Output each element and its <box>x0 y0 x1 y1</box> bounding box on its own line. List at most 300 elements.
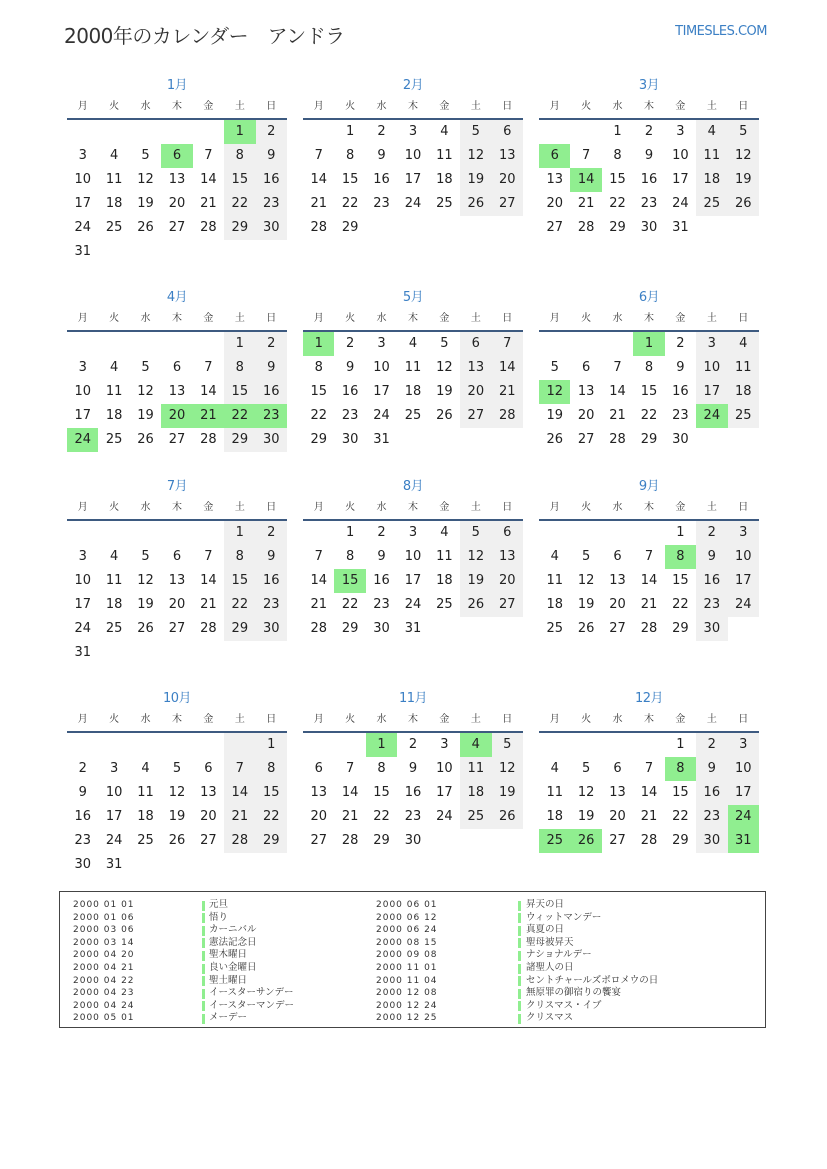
day-cell: 18 <box>546 597 563 612</box>
day-cell: 7 <box>345 761 355 776</box>
day-cell: 13 <box>168 573 186 588</box>
holiday-date: 2000 12 24 <box>376 1000 438 1011</box>
day-cell: 25 <box>460 805 491 829</box>
month-block <box>539 687 759 853</box>
day-cell: 17 <box>728 569 759 593</box>
day-cell: 21 <box>609 408 626 423</box>
day-cell: 27 <box>310 833 327 848</box>
day-cell: 3 <box>78 360 87 375</box>
day-cell: 28 <box>310 220 327 235</box>
month-grid <box>539 308 759 452</box>
day-cell: 15 <box>672 785 689 800</box>
weekday-header: 金 <box>665 96 696 120</box>
day-cell: 8 <box>345 148 355 163</box>
day-cell: 6 <box>314 761 323 776</box>
empty-cell <box>303 521 334 545</box>
weekday-header: 月 <box>67 308 98 332</box>
day-cell: 30 <box>256 428 287 452</box>
empty-cell <box>303 733 334 757</box>
day-cell: 11 <box>460 757 491 781</box>
day-cell: 8 <box>613 148 622 163</box>
weekday-header: 土 <box>224 497 255 521</box>
weekday-header: 木 <box>397 96 428 120</box>
day-cell: 1 <box>676 525 685 540</box>
day-cell: 12 <box>137 384 154 399</box>
day-cell: 10 <box>436 761 453 776</box>
day-cell: 14 <box>310 172 327 187</box>
day-cell: 26 <box>137 621 154 636</box>
day-cell: 15 <box>373 785 390 800</box>
weekday-header: 日 <box>728 96 759 120</box>
holiday-marker <box>518 901 521 911</box>
month-name: 7月 <box>166 479 188 494</box>
holiday-marker <box>202 901 205 911</box>
day-cell: 19 <box>137 196 154 211</box>
holiday-marker <box>202 913 205 923</box>
weekday-header: 木 <box>161 497 192 521</box>
day-cell: 28 <box>640 833 658 848</box>
day-cell: 7 <box>204 549 213 564</box>
month-name: 1月 <box>166 78 188 93</box>
day-cell: 14 <box>640 573 658 588</box>
holiday-date: 2000 11 04 <box>376 975 438 986</box>
day-cell: 20 <box>492 168 523 192</box>
day-cell: 28 <box>609 432 626 447</box>
day-cell: 11 <box>546 573 563 588</box>
day-cell: 7 <box>581 148 591 163</box>
day-cell: 20 <box>168 597 186 612</box>
holiday-date: 2000 06 12 <box>376 912 438 923</box>
day-cell: 10 <box>728 545 759 569</box>
day-cell: 5 <box>440 336 449 351</box>
day-cell: 6 <box>613 549 622 564</box>
holiday-date: 2000 03 14 <box>73 937 135 948</box>
day-cell: 19 <box>168 809 186 824</box>
day-cell: 25 <box>696 192 727 216</box>
holiday-marker <box>518 1014 521 1024</box>
holiday-day-cell: 25 <box>539 829 570 853</box>
day-cell: 24 <box>74 220 91 235</box>
day-cell: 8 <box>224 356 255 380</box>
day-cell: 23 <box>640 196 658 211</box>
month-name: 8月 <box>402 479 424 494</box>
day-cell: 13 <box>546 172 563 187</box>
day-cell: 2 <box>256 332 287 356</box>
day-cell: 22 <box>224 192 255 216</box>
day-cell: 22 <box>373 809 390 824</box>
day-cell: 5 <box>728 120 759 144</box>
day-cell: 27 <box>200 833 217 848</box>
day-cell: 20 <box>577 408 595 423</box>
day-cell: 12 <box>137 573 154 588</box>
weekday-header: 水 <box>130 709 161 733</box>
day-cell: 17 <box>404 172 422 187</box>
day-cell: 25 <box>404 408 422 423</box>
day-cell: 11 <box>546 785 563 800</box>
month-block <box>539 286 759 452</box>
day-cell: 3 <box>78 549 87 564</box>
weekday-header: 土 <box>696 497 727 521</box>
holiday-day-cell: 20 <box>161 404 192 428</box>
day-cell: 26 <box>137 220 154 235</box>
empty-cell <box>193 733 224 757</box>
empty-cell <box>98 733 129 757</box>
day-cell: 18 <box>546 809 563 824</box>
day-cell: 21 <box>640 809 658 824</box>
month-grid <box>67 709 287 877</box>
holiday-day-cell: 1 <box>366 733 397 757</box>
weekday-header: 木 <box>633 709 664 733</box>
day-cell: 2 <box>377 525 386 540</box>
day-cell: 1 <box>224 521 255 545</box>
day-cell: 22 <box>224 593 255 617</box>
empty-cell <box>633 733 664 757</box>
day-cell: 13 <box>577 384 595 399</box>
day-cell: 12 <box>728 144 759 168</box>
weekday-header: 水 <box>602 709 633 733</box>
day-cell: 4 <box>728 332 759 356</box>
empty-cell <box>193 332 224 356</box>
weekday-header: 水 <box>366 96 397 120</box>
holiday-date: 2000 04 20 <box>73 950 135 961</box>
empty-cell <box>130 332 161 356</box>
weekday-header: 月 <box>303 96 334 120</box>
weekday-header: 月 <box>67 709 98 733</box>
weekday-header: 土 <box>696 709 727 733</box>
day-cell: 23 <box>341 408 359 423</box>
holiday-date: 2000 04 22 <box>73 975 135 986</box>
day-cell: 31 <box>74 645 91 660</box>
empty-cell <box>633 521 664 545</box>
day-cell: 16 <box>696 781 727 805</box>
month-block <box>303 74 523 240</box>
day-cell: 28 <box>341 833 359 848</box>
day-cell: 9 <box>676 360 685 375</box>
day-cell: 18 <box>105 196 123 211</box>
month-name: 4月 <box>166 290 188 305</box>
day-cell: 21 <box>640 597 658 612</box>
day-cell: 16 <box>640 172 658 187</box>
day-cell: 20 <box>310 809 327 824</box>
day-cell: 29 <box>672 621 689 636</box>
day-cell: 27 <box>492 593 523 617</box>
day-cell: 24 <box>404 196 422 211</box>
day-cell: 3 <box>440 737 449 752</box>
day-cell: 14 <box>609 384 626 399</box>
day-cell: 16 <box>672 384 689 399</box>
weekday-header: 金 <box>665 497 696 521</box>
weekday-header: 土 <box>460 709 491 733</box>
day-cell: 18 <box>105 408 123 423</box>
holiday-name: 良い金曜日 <box>209 962 257 973</box>
day-cell: 31 <box>373 432 390 447</box>
day-cell: 27 <box>492 192 523 216</box>
day-cell: 17 <box>404 573 422 588</box>
day-cell: 15 <box>310 384 327 399</box>
day-cell: 30 <box>256 216 287 240</box>
weekday-header: 土 <box>460 308 491 332</box>
day-cell: 30 <box>696 617 727 641</box>
day-cell: 4 <box>440 124 449 139</box>
weekday-header: 金 <box>665 308 696 332</box>
day-cell: 16 <box>74 809 91 824</box>
empty-cell <box>161 120 192 144</box>
weekday-header: 金 <box>193 308 224 332</box>
day-cell: 8 <box>224 144 255 168</box>
holiday-date: 2000 01 01 <box>73 900 135 910</box>
day-cell: 31 <box>74 244 91 259</box>
weekday-header: 火 <box>570 96 601 120</box>
day-cell: 31 <box>404 621 422 636</box>
empty-cell <box>130 521 161 545</box>
holiday-day-cell: 1 <box>224 120 255 144</box>
day-cell: 20 <box>609 809 626 824</box>
weekday-header: 火 <box>570 709 601 733</box>
day-cell: 6 <box>460 332 491 356</box>
day-cell: 29 <box>373 833 390 848</box>
day-cell: 15 <box>224 168 255 192</box>
day-cell: 4 <box>550 549 559 564</box>
day-cell: 11 <box>696 144 727 168</box>
day-cell: 10 <box>74 172 91 187</box>
weekday-header: 土 <box>696 308 727 332</box>
weekday-header: 火 <box>98 308 129 332</box>
day-cell: 11 <box>436 148 453 163</box>
holiday-day-cell: 31 <box>728 829 759 853</box>
day-cell: 19 <box>460 168 491 192</box>
day-cell: 23 <box>696 593 727 617</box>
day-cell: 28 <box>640 621 658 636</box>
day-cell: 26 <box>492 805 523 829</box>
day-cell: 25 <box>105 432 123 447</box>
day-cell: 23 <box>696 805 727 829</box>
day-cell: 21 <box>310 597 327 612</box>
day-cell: 22 <box>310 408 327 423</box>
weekday-header: 火 <box>334 709 365 733</box>
month-block <box>303 475 523 641</box>
day-cell: 18 <box>137 809 154 824</box>
day-cell: 14 <box>200 172 217 187</box>
holiday-marker <box>202 926 205 936</box>
holiday-name: 真夏の日 <box>526 924 565 936</box>
day-cell: 13 <box>492 144 523 168</box>
weekday-header: 木 <box>161 709 192 733</box>
day-cell: 12 <box>577 573 595 588</box>
holiday-name: 聖木曜日 <box>209 949 248 961</box>
holiday-date: 2000 04 21 <box>73 963 135 973</box>
holiday-date: 2000 06 24 <box>376 925 438 936</box>
weekday-header: 金 <box>193 497 224 521</box>
holiday-name: メーデー <box>209 1012 248 1024</box>
month-grid <box>67 497 287 665</box>
weekday-header: 火 <box>334 308 365 332</box>
holiday-legend <box>59 891 766 1028</box>
day-cell: 23 <box>256 192 287 216</box>
day-cell: 25 <box>137 833 154 848</box>
empty-cell <box>539 332 570 356</box>
day-cell: 5 <box>581 549 591 564</box>
day-cell: 3 <box>408 124 418 139</box>
day-cell: 30 <box>256 617 287 641</box>
day-cell: 16 <box>341 384 359 399</box>
weekday-header: 月 <box>303 709 334 733</box>
day-cell: 18 <box>436 573 453 588</box>
day-cell: 10 <box>404 148 422 163</box>
holiday-name: イースターサンデー <box>209 987 294 999</box>
month-grid <box>539 96 759 240</box>
day-cell: 20 <box>609 597 626 612</box>
month-block <box>303 286 523 452</box>
day-cell: 9 <box>408 761 418 776</box>
empty-cell <box>539 120 570 144</box>
weekday-header: 月 <box>67 96 98 120</box>
holiday-day-cell: 1 <box>633 332 664 356</box>
day-cell: 1 <box>345 124 355 139</box>
day-cell: 7 <box>613 360 622 375</box>
day-cell: 13 <box>310 785 327 800</box>
day-cell: 27 <box>609 833 626 848</box>
day-cell: 5 <box>550 360 559 375</box>
holiday-name: 聖母被昇天 <box>526 936 574 948</box>
holiday-marker <box>518 964 521 974</box>
empty-cell <box>602 332 633 356</box>
weekday-header: 土 <box>696 96 727 120</box>
day-cell: 21 <box>224 805 255 829</box>
empty-cell <box>161 733 192 757</box>
weekday-header: 火 <box>334 497 365 521</box>
day-cell: 30 <box>373 621 390 636</box>
holiday-marker <box>202 976 205 986</box>
day-cell: 21 <box>577 196 595 211</box>
weekday-header: 水 <box>130 308 161 332</box>
empty-cell <box>67 332 98 356</box>
empty-cell <box>193 521 224 545</box>
day-cell: 24 <box>404 597 422 612</box>
day-cell: 15 <box>224 380 255 404</box>
holiday-marker <box>518 1001 521 1011</box>
day-cell: 1 <box>256 733 287 757</box>
day-cell: 3 <box>728 733 759 757</box>
holiday-marker <box>202 964 205 974</box>
weekday-header: 金 <box>429 96 460 120</box>
day-cell: 8 <box>224 545 255 569</box>
day-cell: 22 <box>609 196 626 211</box>
day-cell: 27 <box>546 220 563 235</box>
empty-cell <box>224 733 255 757</box>
day-cell: 9 <box>256 545 287 569</box>
day-cell: 25 <box>436 196 453 211</box>
day-cell: 28 <box>200 220 217 235</box>
holiday-name: 無原罪の御宿りの饗宴 <box>526 987 622 999</box>
holiday-marker <box>202 1001 205 1011</box>
holiday-marker <box>202 938 205 948</box>
weekday-header: 月 <box>539 308 570 332</box>
month-grid <box>539 709 759 853</box>
day-cell: 13 <box>200 785 217 800</box>
weekday-header: 日 <box>728 308 759 332</box>
day-cell: 4 <box>696 120 727 144</box>
day-cell: 26 <box>168 833 186 848</box>
day-cell: 11 <box>436 549 453 564</box>
holiday-day-cell: 26 <box>570 829 601 853</box>
day-cell: 11 <box>137 785 154 800</box>
day-cell: 31 <box>672 220 689 235</box>
day-cell: 9 <box>345 360 355 375</box>
day-cell: 23 <box>373 196 390 211</box>
empty-cell <box>570 521 601 545</box>
holiday-marker <box>202 1014 205 1024</box>
day-cell: 23 <box>404 809 422 824</box>
day-cell: 12 <box>436 360 453 375</box>
empty-cell <box>570 332 601 356</box>
day-cell: 24 <box>373 408 390 423</box>
day-cell: 11 <box>728 356 759 380</box>
holiday-marker <box>518 951 521 961</box>
day-cell: 13 <box>609 573 626 588</box>
day-cell: 28 <box>310 621 327 636</box>
day-cell: 28 <box>492 404 523 428</box>
day-cell: 4 <box>550 761 559 776</box>
holiday-marker <box>518 989 521 999</box>
day-cell: 19 <box>460 569 491 593</box>
day-cell: 9 <box>377 549 386 564</box>
day-cell: 4 <box>408 336 418 351</box>
empty-cell <box>334 733 365 757</box>
day-cell: 2 <box>78 761 87 776</box>
day-cell: 17 <box>728 781 759 805</box>
day-cell: 3 <box>408 525 418 540</box>
day-cell: 3 <box>696 332 727 356</box>
day-cell: 7 <box>492 332 523 356</box>
weekday-header: 土 <box>224 709 255 733</box>
day-cell: 24 <box>728 593 759 617</box>
day-cell: 7 <box>204 148 213 163</box>
day-cell: 5 <box>460 521 491 545</box>
holiday-date: 2000 04 24 <box>73 1000 135 1011</box>
holiday-name: 昇天の日 <box>526 899 565 910</box>
day-cell: 11 <box>105 172 123 187</box>
day-cell: 14 <box>341 785 359 800</box>
day-cell: 7 <box>224 757 255 781</box>
day-cell: 12 <box>460 144 491 168</box>
empty-cell <box>67 733 98 757</box>
day-cell: 28 <box>224 829 255 853</box>
weekday-header: 火 <box>98 497 129 521</box>
weekday-header: 日 <box>728 497 759 521</box>
empty-cell <box>67 521 98 545</box>
day-cell: 5 <box>141 360 150 375</box>
day-cell: 11 <box>105 384 123 399</box>
day-cell: 5 <box>141 549 150 564</box>
weekday-header: 金 <box>193 96 224 120</box>
month-grid <box>303 709 523 853</box>
day-cell: 10 <box>404 549 422 564</box>
day-cell: 22 <box>341 196 359 211</box>
day-cell: 13 <box>168 172 186 187</box>
day-cell: 29 <box>256 829 287 853</box>
day-cell: 25 <box>105 220 123 235</box>
day-cell: 30 <box>672 432 689 447</box>
empty-cell <box>539 733 570 757</box>
day-cell: 17 <box>672 172 689 187</box>
day-cell: 6 <box>172 549 182 564</box>
day-cell: 18 <box>404 384 422 399</box>
day-cell: 3 <box>109 761 119 776</box>
month-grid <box>303 96 523 240</box>
day-cell: 30 <box>74 857 91 872</box>
holiday-marker <box>518 926 521 936</box>
day-cell: 9 <box>377 148 386 163</box>
